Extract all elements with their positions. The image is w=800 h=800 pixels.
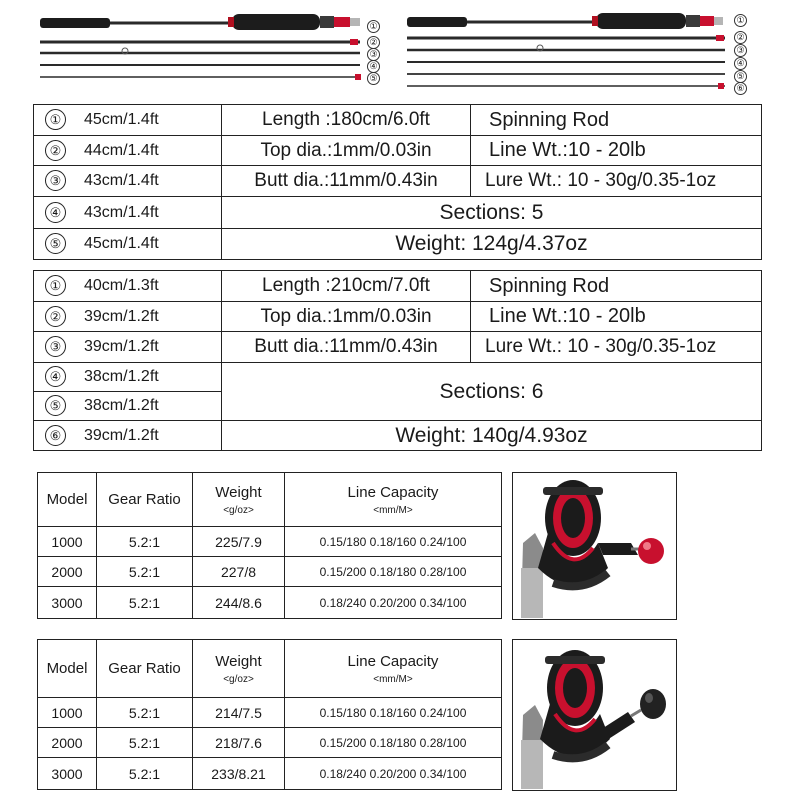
rod-weight: Weight: 124g/4.37oz — [222, 229, 762, 260]
rod-diagram-5-section — [40, 14, 361, 80]
section-cell: ① 40cm/1.3ft — [34, 271, 222, 302]
section-cell: ③ 43cm/1.4ft — [34, 166, 222, 197]
header-gear-ratio: Gear Ratio — [97, 473, 193, 527]
rod-right-section-number: ④ — [734, 57, 747, 70]
cell-model: 3000 — [38, 758, 97, 790]
cell-model: 1000 — [38, 698, 97, 728]
header-line-capacity: Line Capacity <mm/M> — [285, 640, 502, 698]
table-row — [34, 136, 762, 166]
cell-capacity: 0.18/240 0.20/200 0.34/100 — [285, 587, 502, 619]
rod-spec-table-180cm — [33, 104, 762, 260]
table-row — [34, 302, 762, 332]
reel-image-black-knob — [512, 639, 677, 791]
cell-weight: 218/7.6 — [193, 728, 285, 758]
header-weight: Weight <g/oz> — [193, 473, 285, 527]
header-model: Model — [38, 640, 97, 698]
header-model: Model — [38, 473, 97, 527]
section-cell: ④ 43cm/1.4ft — [34, 197, 222, 229]
section-cell: ⑤ 38cm/1.2ft — [34, 392, 222, 421]
cell-capacity: 0.18/240 0.20/200 0.34/100 — [285, 758, 502, 790]
cell-capacity: 0.15/200 0.18/180 0.28/100 — [285, 728, 502, 758]
table-row — [34, 421, 762, 451]
rod-left-section-number: ② — [367, 36, 380, 49]
rod-right-section-number: ⑥ — [734, 82, 747, 95]
table-row — [38, 728, 502, 758]
rod-right-section-number: ② — [734, 31, 747, 44]
rod-left-section-number: ① — [367, 20, 380, 33]
reel-spec-table-red — [37, 472, 502, 619]
butt-diameter: Butt dia.:11mm/0.43in — [222, 166, 471, 197]
rod-spec-table-210cm — [33, 270, 762, 451]
rod-type: Spinning Rod — [471, 105, 762, 136]
table-header-row — [38, 640, 502, 698]
lure-weight: Lure Wt.: 10 - 30g/0.35-1oz — [471, 166, 762, 197]
table-row — [34, 363, 762, 392]
sections-count: Sections: 6 — [222, 363, 762, 421]
rod-left-section-number: ④ — [367, 60, 380, 73]
cell-model: 2000 — [38, 557, 97, 587]
table-row — [34, 229, 762, 260]
table-row — [38, 698, 502, 728]
table-row — [34, 197, 762, 229]
cell-gear: 5.2:1 — [97, 557, 193, 587]
table-row — [38, 758, 502, 790]
cell-gear: 5.2:1 — [97, 758, 193, 790]
cell-model: 1000 — [38, 527, 97, 557]
table-row — [38, 557, 502, 587]
rod-right-section-number: ③ — [734, 44, 747, 57]
rod-left-section-number: ⑤ — [367, 72, 380, 85]
cell-capacity: 0.15/180 0.18/160 0.24/100 — [285, 527, 502, 557]
table-row — [38, 587, 502, 619]
rod-length: Length :210cm/7.0ft — [222, 271, 471, 302]
table-row — [34, 166, 762, 197]
section-cell: ② 39cm/1.2ft — [34, 302, 222, 332]
butt-diameter: Butt dia.:11mm/0.43in — [222, 332, 471, 363]
cell-gear: 5.2:1 — [97, 527, 193, 557]
header-weight: Weight <g/oz> — [193, 640, 285, 698]
reel-image-red-knob — [512, 472, 677, 620]
section-cell: ⑤ 45cm/1.4ft — [34, 229, 222, 260]
section-cell: ④ 38cm/1.2ft — [34, 363, 222, 392]
section-cell: ② 44cm/1.4ft — [34, 136, 222, 166]
reel-spec-table-black — [37, 639, 502, 790]
cell-gear: 5.2:1 — [97, 587, 193, 619]
rod-right-section-number: ⑤ — [734, 70, 747, 83]
header-line-capacity: Line Capacity <mm/M> — [285, 473, 502, 527]
cell-capacity: 0.15/180 0.18/160 0.24/100 — [285, 698, 502, 728]
rod-diagram-6-section — [407, 13, 725, 89]
cell-capacity: 0.15/200 0.18/180 0.28/100 — [285, 557, 502, 587]
cell-weight: 244/8.6 — [193, 587, 285, 619]
cell-model: 2000 — [38, 728, 97, 758]
cell-model: 3000 — [38, 587, 97, 619]
line-weight: Line Wt.:10 - 20lb — [471, 136, 762, 166]
table-row — [38, 527, 502, 557]
sections-count: Sections: 5 — [222, 197, 762, 229]
cell-weight: 227/8 — [193, 557, 285, 587]
cell-weight: 233/8.21 — [193, 758, 285, 790]
top-diameter: Top dia.:1mm/0.03in — [222, 136, 471, 166]
lure-weight: Lure Wt.: 10 - 30g/0.35-1oz — [471, 332, 762, 363]
rod-weight: Weight: 140g/4.93oz — [222, 421, 762, 451]
section-cell: ⑥ 39cm/1.2ft — [34, 421, 222, 451]
cell-gear: 5.2:1 — [97, 728, 193, 758]
rod-right-section-number: ① — [734, 14, 747, 27]
table-row — [34, 332, 762, 363]
table-row — [34, 271, 762, 302]
top-diameter: Top dia.:1mm/0.03in — [222, 302, 471, 332]
cell-weight: 225/7.9 — [193, 527, 285, 557]
cell-weight: 214/7.5 — [193, 698, 285, 728]
rod-length: Length :180cm/6.0ft — [222, 105, 471, 136]
section-cell: ③ 39cm/1.2ft — [34, 332, 222, 363]
rod-type: Spinning Rod — [471, 271, 762, 302]
cell-gear: 5.2:1 — [97, 698, 193, 728]
section-cell: ① 45cm/1.4ft — [34, 105, 222, 136]
header-gear-ratio: Gear Ratio — [97, 640, 193, 698]
table-row — [34, 105, 762, 136]
rod-diagrams — [0, 0, 800, 100]
rod-left-section-number: ③ — [367, 48, 380, 61]
line-weight: Line Wt.:10 - 20lb — [471, 302, 762, 332]
table-header-row — [38, 473, 502, 527]
